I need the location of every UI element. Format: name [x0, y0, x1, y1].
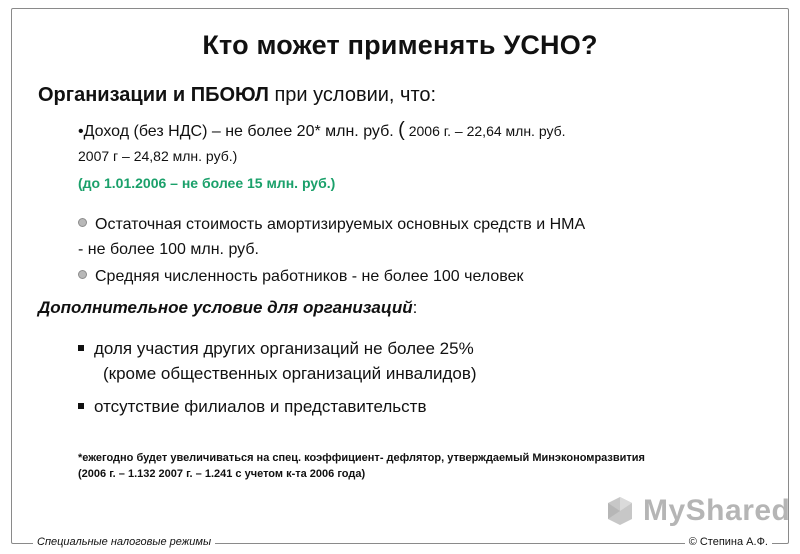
bullet-dot-icon [78, 218, 87, 227]
footer-left: Специальные налоговые режимы [33, 536, 215, 548]
extra-bullet-1-text: доля участия других организаций не более 25% [94, 339, 474, 358]
footnote-line1: *ежегодно будет увеличиваться на спец. коэффициент- дефлятор, утверждаемый Минэкономразвития [78, 452, 645, 464]
square-bullet-icon [78, 345, 84, 351]
extra-bullet-2-text: отсутствие филиалов и представительств [94, 397, 427, 416]
watermark-logo-icon [603, 494, 637, 528]
income-2007: 2007 г – 24,82 млн. руб.) [78, 148, 238, 164]
employees-condition [78, 268, 523, 286]
extra-bullet-2 [78, 397, 426, 417]
income-paren: ( [398, 119, 405, 141]
extra-condition-heading [38, 298, 417, 318]
green-note: (до 1.01.2006 – не более 15 млн. руб.) [78, 175, 336, 191]
bullet-dot-icon [78, 270, 87, 279]
watermark-text: MyShared [643, 494, 791, 527]
heading-bold: Организации и ПБОЮЛ [38, 84, 269, 106]
income-main: Доход (без НДС) – не более 20* млн. руб. [83, 123, 399, 140]
assets-line1: Остаточная стоимость амортизируемых основных средств и НМА [95, 216, 586, 233]
income-2006: 2006 г. – 22,64 млн. руб. [404, 123, 566, 139]
slide-title: Кто может применять УСНО? [202, 30, 598, 60]
extra-bullet-1-sub: (кроме общественных организаций инвалидов) [103, 364, 477, 383]
footnote-line2: (2006 г. – 1.132 2007 г. – 1.241 с учетом к-та 2006 года) [78, 468, 366, 480]
income-condition [78, 118, 758, 169]
extra-title: Дополнительное условие для организаций [38, 298, 413, 317]
income-bullet: • [78, 123, 84, 140]
extra-colon: : [412, 298, 418, 317]
extra-bullet-1 [78, 339, 474, 359]
conditions-heading [38, 84, 436, 107]
employees-text: Средняя численность работников - не более 100 человек [95, 268, 524, 285]
footnote [78, 450, 758, 482]
heading-rest: при условии, что: [268, 84, 437, 106]
assets-line2: - не более 100 млн. руб. [78, 241, 259, 258]
square-bullet-icon [78, 403, 84, 409]
watermark [603, 491, 790, 531]
footer-right: © Степина А.Ф. [685, 536, 772, 548]
assets-condition [78, 212, 758, 262]
